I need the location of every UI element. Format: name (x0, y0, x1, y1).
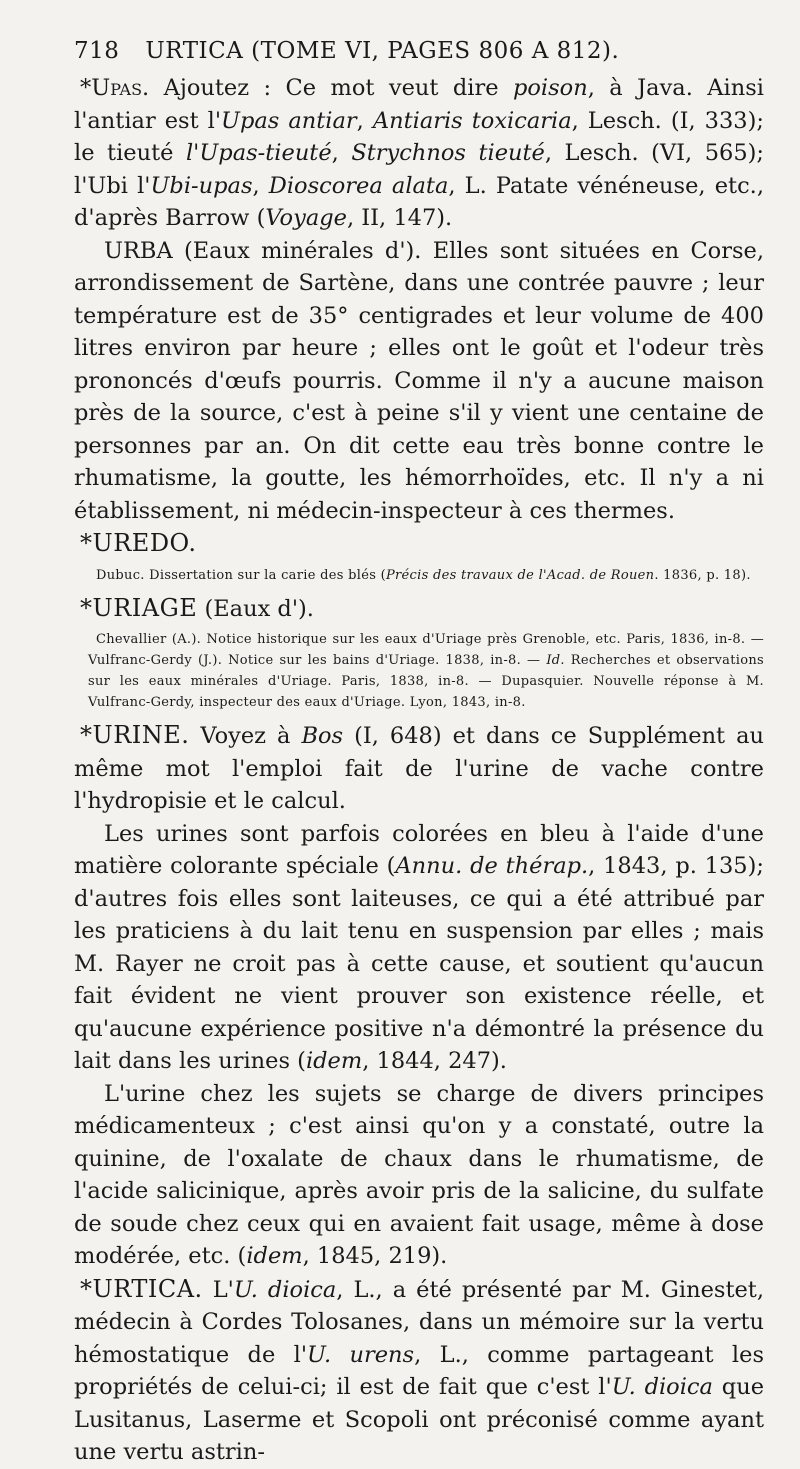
headword-upas: *Upas. (80, 75, 150, 101)
upas-text-5: , (331, 140, 352, 166)
urtica-t4: que Lusitanus, Laserme et Scopoli ont préconisé comme ayant une vertu astrin- (74, 1374, 765, 1465)
upas-italic-7: Dioscorea alata (268, 172, 449, 199)
upas-text-8: , L. Patate vénéneuse, etc., d'après Barrow ( (74, 172, 764, 231)
entry-urine (74, 719, 764, 818)
urtica-i3: U. dioica (611, 1374, 713, 1400)
upas-italic-4: l'Upas-tieuté (185, 140, 332, 166)
upas-text-9: , II, 147). (346, 205, 453, 231)
uriage-subtitle: (Eaux d'). (197, 595, 314, 622)
urine-p2-i2: idem (305, 1048, 363, 1074)
urtica-i1: U. dioica (233, 1276, 337, 1303)
urine-p1-i1: Bos (301, 723, 344, 749)
biblio-uredo-t2: . 1836, p. 18). (654, 567, 751, 583)
upas-text-6: , Lesch. (VI, 565); l'Ubi l' (74, 140, 765, 199)
urine-p2-i1: Annu. de thérap. (395, 853, 589, 879)
upas-text-7: , (252, 172, 269, 199)
entry-urba (74, 235, 764, 528)
urine-p1-t1: Voyez à (189, 723, 302, 749)
upas-italic-8: Voyage (265, 205, 347, 231)
upas-italic-1: poison (512, 75, 588, 101)
headword-uredo: *UREDO. (80, 529, 197, 557)
upas-text-1: Ajoutez : Ce mot veut dire (149, 75, 513, 101)
entry-urtica (74, 1273, 764, 1469)
urine-p3-t2: , 1845, 219). (302, 1243, 448, 1269)
urine-p2-t1: Les urines sont parfois colorées en bleu à l'aide d'une matière colorante spéciale ( (74, 820, 764, 879)
page-number: 718 (74, 38, 120, 64)
biblio-uriage-i1: Id. (546, 653, 565, 668)
urine-paragraph-2 (74, 818, 764, 1078)
urine-p2-t2: , 1843, p. 135); d'autres fois elles sont laiteuses, ce qui a été attribué par les praticiens à du lait tenu en suspension par elles ; mais M. Rayer ne croit pas à cette cause, et soutient qu'aucun fait évident ne vient prouver son existence réelle, et qu'aucune expérience positive n'a démontré la présence du lait dans les urines ( (74, 853, 764, 1074)
biblio-uriage (88, 629, 764, 713)
urtica-i2: U. urens (307, 1341, 415, 1368)
urine-p3-t1: L'urine chez les sujets se charge de divers principes médicamenteux ; c'est ainsi qu'on y a constaté, outre la quinine, de l'oxalate de chaux dans le rhumatisme, de l'acide salicinique, après avoir pris de la salicine, du sulfate de soude chez ceux qui en avaient fait usage, même à dose modérée, etc. ( (74, 1080, 764, 1269)
urtica-t1: L' (202, 1276, 234, 1303)
urtica-t3: , L., comme partageant les propriétés de celui-ci; il est de fait que c'est l' (74, 1341, 764, 1400)
entry-upas (74, 72, 764, 235)
urine-paragraph-3 (74, 1078, 764, 1273)
biblio-uriage-t1: Chevallier (A.). Notice historique sur les eaux d'Uriage près Grenoble, etc. Paris, 1836, in-8. — Vulfranc-Gerdy (J.). Notice sur les bains d'Uriage. 1838, in-8. — (88, 632, 764, 668)
entry-uredo (74, 527, 764, 561)
upas-text-3: , (356, 107, 373, 134)
urine-p2-t3: , 1844, 247). (362, 1048, 507, 1074)
urine-p3-i1: idem (246, 1243, 303, 1269)
entry-uriage (74, 592, 764, 626)
biblio-uredo (88, 565, 764, 586)
upas-italic-5: Strychnos tieuté (351, 140, 545, 166)
running-title: URTICA (TOME VI, PAGES 806 A 812). (145, 38, 620, 64)
urine-p1-t2: (I, 648) et dans ce Supplément au même mot l'emploi fait de l'urine de vache contre l'hydropisie et le calcul. (74, 723, 764, 814)
biblio-uredo-text (88, 565, 764, 586)
biblio-uredo-i1: Précis des travaux de l'Acad. de Rouen (385, 567, 655, 583)
biblio-uriage-t2: Recherches et observations sur les eaux minérales d'Uriage. Paris, 1838, in-8. — Dupasquier. Nouvelle réponse à M. Vulfranc-Gerdy, inspecteur des eaux d'Uriage. Lyon, 1843, in-8. (88, 653, 764, 710)
headword-urine: *URINE. (80, 721, 190, 749)
running-head (74, 38, 764, 64)
biblio-uriage-text (88, 629, 764, 713)
upas-italic-6: Ubi-upas (150, 172, 253, 199)
urtica-t2: , L., a été présenté par M. Ginestet, médecin à Cordes Tolosanes, dans un mémoire sur la vertu hémostatique de l' (74, 1276, 764, 1368)
headword-urba: URBA (104, 237, 173, 264)
headword-urtica: *URTICA. (80, 1274, 203, 1303)
headword-uriage: *URIAGE (80, 593, 198, 622)
biblio-uredo-t1: Dubuc. Dissertation sur la carie des blés ( (96, 567, 386, 583)
upas-text-4: , Lesch. (I, 333); le tieuté (74, 107, 764, 166)
upas-text-2: , à Java. Ainsi l'antiar est l' (74, 75, 764, 134)
urba-text: (Eaux minérales d'). Elles sont situées en Corse, arrondissement de Sartène, dans une contrée pauvre ; leur température est de 35° centigrades et leur volume de 400 litres environ par heure ; elles ont le goût et l'odeur très prononcés d'œufs pourris. Comme il n'y a aucune maison près de la source, c'est à peine s'il y vient une centaine de personnes par an. On dit cette eau très bonne contre le rhumatisme, la goutte, les hémorrhoïdes, etc. Il n'y a ni établissement, ni médecin-inspecteur à ces thermes. (74, 237, 764, 524)
upas-italic-3: Antiaris toxicaria (372, 107, 572, 134)
upas-italic-2: Upas antiar (221, 107, 357, 134)
